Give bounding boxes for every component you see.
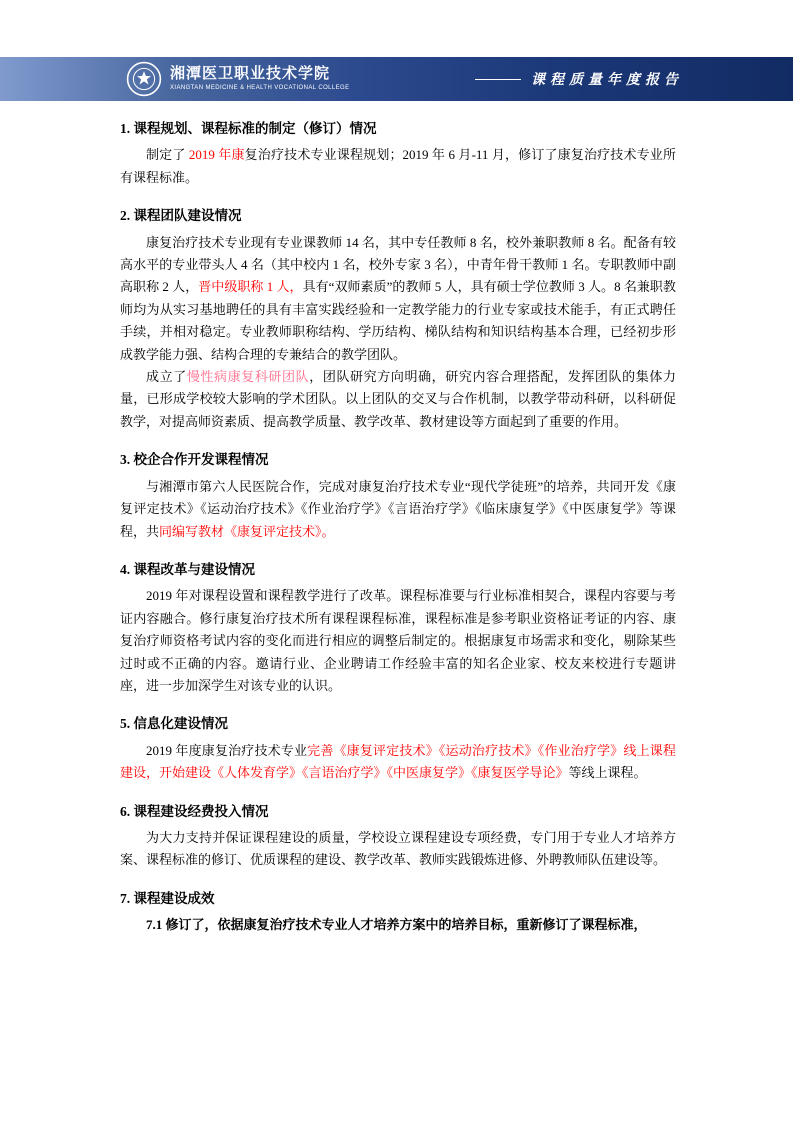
college-name-en: XIANGTAN MEDICINE & HEALTH VOCATIONAL COLLEGE bbox=[170, 84, 350, 91]
report-body bbox=[120, 118, 676, 937]
section-heading: 3. 校企合作开发课程情况 bbox=[120, 452, 269, 468]
section-heading: 4. 课程改革与建设情况 bbox=[120, 561, 255, 577]
text-run: 晋中级职称 1 人， bbox=[198, 279, 303, 295]
text-run: 与湘潭市第六人民医院合作，完成对康复治疗技术专业“现代学徒班”的培养，共同开发《康复评定技术》《运动治疗技术》《作业治疗学》《言语治疗学》《临床康复学》《中医康复学》等课程，共 bbox=[120, 478, 676, 539]
text-run: 同编写教材《康复评定技术》。 bbox=[159, 523, 335, 539]
text-run: 康复治疗技术专业现有专业课教师 14 名，其中专任教师 8 名，校外兼职教师 8 名。配备有较高水平的专业带头人 4 名（其中校内 1 名，校外专家 3 名），中青年骨干教师 1 名。专职教师中副高职称 2 人， bbox=[120, 234, 676, 295]
section-heading: 2. 课程团队建设情况 bbox=[120, 208, 242, 224]
report-section bbox=[120, 801, 676, 872]
paragraph bbox=[120, 366, 676, 433]
text-run: 2019 年对课程设置和课程教学进行了改革。课程标准要与行业标准相契合，课程内容要与考证内容融合。修行康复治疗技术所有课程课程标准，课程标准是参考职业资格证考证的内容、康复治疗师资格考试内容的变化而进行相应的调整后制定的。根据康复市场需求和变化，剔除某些过时或不正确的内容。邀请行业、企业聘请工作经验丰富的知名企业家、校友来校进行专题讲座，进一步加深学生对该专业的认识。 bbox=[120, 588, 676, 693]
title-rule-line bbox=[475, 79, 521, 80]
paragraph bbox=[120, 232, 676, 366]
paragraph bbox=[120, 827, 676, 872]
report-section bbox=[120, 713, 676, 784]
section-heading: 1. 课程规划、课程标准的制定（修订）情况 bbox=[120, 121, 377, 136]
text-run: 具有“双师素质”的教师 5 人，具有硕士学位教师 3 人。8 名兼职教师均为从实习基地聘任的具有丰富实践经验和一定教学能力的行业专家或技术能手，有正式聘任手续，并相对稳定。专业教师职称结构、学历结构、梯队结构和知识结构基本合理，已经初步形成教学能力强、结构合理的专兼结合的教学团队。 bbox=[120, 279, 676, 362]
text-run: 成立了 bbox=[146, 369, 187, 385]
text-run: 慢性病康复科研团队 bbox=[186, 369, 310, 385]
text-run: 等线上课程。 bbox=[568, 765, 647, 781]
report-section bbox=[120, 449, 676, 543]
report-section bbox=[120, 888, 676, 937]
banner-brand bbox=[126, 61, 349, 97]
section-heading: 7. 课程建设成效 bbox=[120, 890, 215, 906]
header-banner bbox=[0, 57, 793, 101]
section-heading: 5. 信息化建设情况 bbox=[120, 716, 228, 732]
college-names bbox=[170, 66, 349, 91]
text-run: ，团队研究方向明确，研究内容合理搭配，发挥团队的集体力量，已形成学校较大影响的学术团队。以上团队的交叉与合作机制，以教学带动科研，以科研促教学，对提高师资素质、提高教学质量、教学改革、教材建设等方面起到了重要的作用。 bbox=[120, 369, 676, 429]
text-run: 复治疗技术专业课程规划；2019 年 6 月-11 月，修订了康复治疗技术专业所有课程标准。 bbox=[120, 147, 676, 185]
text-run: 完善《康复评定技术》《运动治疗技术》《作业治疗学》线上课程建设，开始建设《人体发育学》《言语治疗学》《中医康复学》《康复医学导论》 bbox=[120, 742, 676, 781]
report-section bbox=[120, 559, 676, 697]
banner-report-title-group bbox=[475, 69, 683, 89]
college-emblem-icon bbox=[126, 61, 162, 97]
text-run: 为大力支持并保证课程建设的质量，学校设立课程建设专项经费，专门用于专业人才培养方案、课程标准的修订、优质课程的建设、教学改革、教师实践锻炼进修、外聘教师队伍建设等。 bbox=[120, 829, 676, 868]
paragraph bbox=[120, 144, 676, 189]
paragraph bbox=[120, 476, 676, 543]
text-run: 2019 年度康复治疗技术专业 bbox=[146, 742, 308, 758]
section-heading: 6. 课程建设经费投入情况 bbox=[120, 803, 269, 819]
paragraph bbox=[120, 914, 676, 936]
college-name-cn: 湘潭医卫职业技术学院 bbox=[170, 66, 331, 83]
text-run: 制定了 bbox=[146, 147, 189, 163]
report-section bbox=[120, 205, 676, 433]
report-title: 课程质量年度报告 bbox=[531, 73, 683, 88]
report-section bbox=[120, 118, 676, 189]
text-run: 7.1 修订了，依据康复治疗技术专业人才培养方案中的培养目标，重新修订了课程标准， bbox=[146, 917, 647, 933]
paragraph bbox=[120, 740, 676, 785]
paragraph bbox=[120, 585, 676, 697]
text-run: 2019 年康 bbox=[188, 147, 245, 163]
